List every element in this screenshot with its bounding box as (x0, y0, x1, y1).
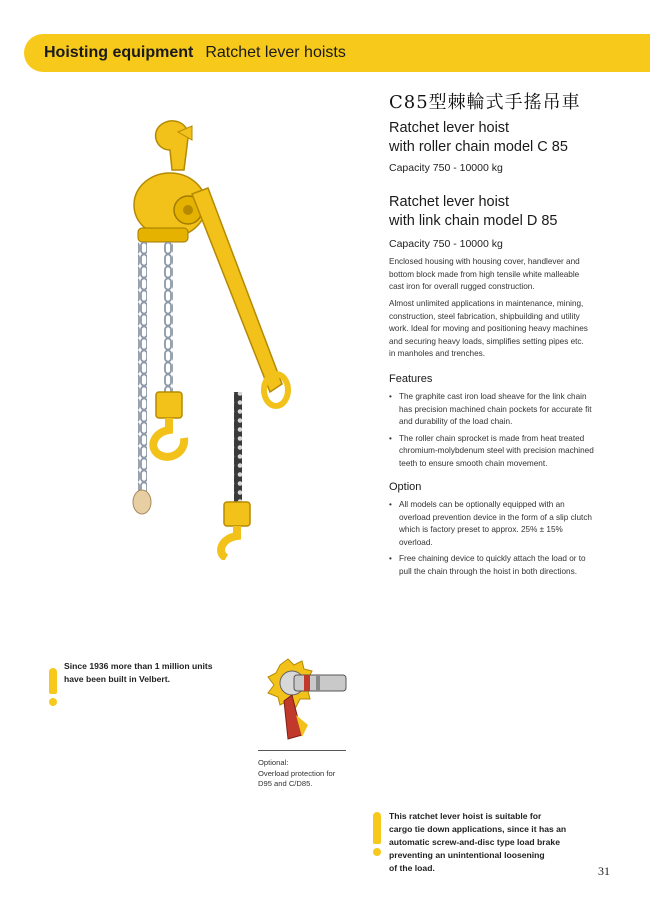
page-number: 31 (598, 864, 610, 878)
feature-item: • The roller chain sprocket is made from heat treated chromium-molybdenum steel with precision machined teeth to ensure smooth chain movement. (389, 433, 594, 471)
caption-divider (258, 750, 346, 751)
option-item: • All models can be optionally equipped with an overload prevention device in the form of a slip clutch which is factory preset to approx. 25% ± 15% overload. (389, 499, 594, 549)
description-para-2: Almost unlimited applications in maintenance, mining, construction, steel fabrication, shipbuilding and utility work. Ideal for moving and positioning heavy machines and securing heavy loads, simplifies setting pipes etc. in manholes and trenches. (389, 299, 588, 359)
product1-capacity: Capacity 750 - 10000 kg (389, 162, 503, 174)
product1-title-line2: with roller chain model C 85 (389, 139, 568, 155)
hoist-illustration (100, 110, 340, 560)
product2-capacity: Capacity 750 - 10000 kg (389, 238, 503, 250)
exclamation-icon (372, 812, 382, 856)
option-list (389, 499, 594, 583)
note-history: Since 1936 more than 1 million units have been built in Velbert. (64, 661, 213, 684)
section-banner (24, 34, 650, 72)
exclamation-icon (48, 668, 58, 706)
chinese-title: C85型棘輪式手搖吊車 (389, 92, 581, 113)
product1-title-line1: Ratchet lever hoist (389, 120, 510, 136)
section-title: Hoisting equipment (44, 44, 194, 61)
description-para-1: Enclosed housing with housing cover, handlever and bottom block made from high tensile white malleable cast iron for overall rugged construction. (389, 257, 580, 292)
product2-title-line2: with link chain model D 85 (389, 213, 558, 229)
features-list (389, 391, 594, 475)
option-heading: Option (389, 481, 422, 493)
note-cargo-tie-down: This ratchet lever hoist is suitable for cargo tie down applications, since it has an automatic screw-and-disc type load brake preventing an unintentional loosening of the load. (389, 811, 567, 873)
product2-title-line1: Ratchet lever hoist (389, 194, 510, 210)
feature-item: • The graphite cast iron load sheave for the link chain has precision machined chain pockets for accurate fit and durability of the load chain. (389, 391, 594, 429)
features-heading: Features (389, 373, 433, 385)
option-item: • Free chaining device to quickly attach the load or to pull the chain through the hoist in both directions. (389, 553, 594, 578)
section-subtitle: Ratchet lever hoists (205, 44, 346, 61)
overload-protection-image (258, 655, 350, 745)
image-caption: Optional: Overload protection for D95 and C/D85. (258, 758, 336, 788)
